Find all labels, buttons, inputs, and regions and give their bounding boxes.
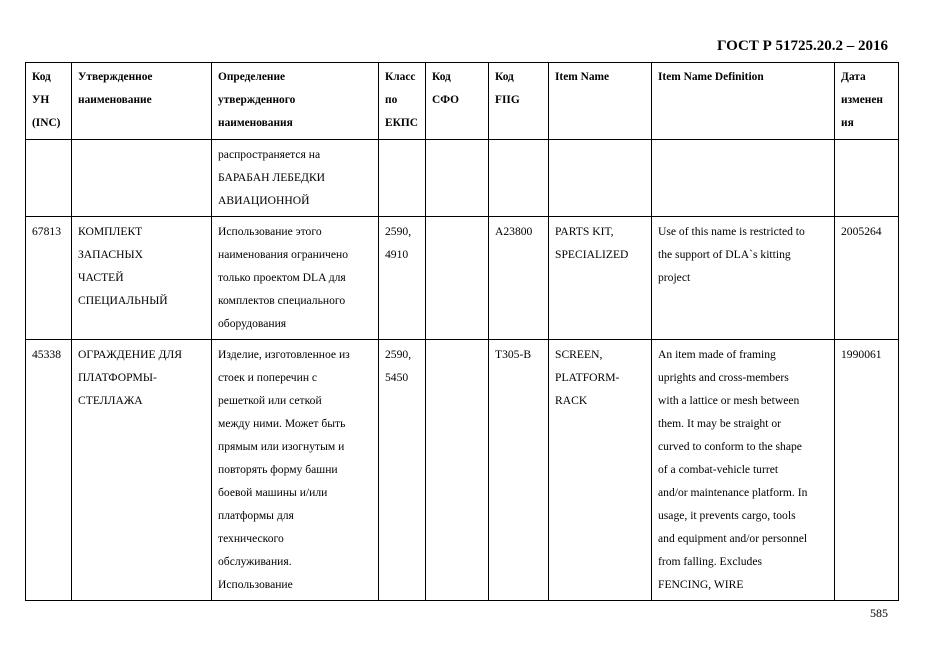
- cell-line: стоек и поперечин с: [218, 371, 318, 384]
- cell-fiig: [489, 140, 549, 217]
- cell-item-definition: [652, 340, 835, 601]
- cell-line: наименование: [78, 94, 152, 106]
- cell-line: Класс: [385, 71, 416, 83]
- cell-line: повторять форму башни: [218, 463, 338, 476]
- cell-item-definition: [652, 217, 835, 340]
- cell-line: 1990061: [841, 348, 882, 361]
- header-item-name: [549, 63, 652, 140]
- nomenclature-table: [25, 62, 899, 601]
- cell-line: SPECIALIZED: [555, 248, 629, 261]
- cell-line: распространяется на: [218, 148, 321, 161]
- cell-inc: [26, 217, 72, 340]
- cell-line: 4910: [385, 248, 409, 261]
- cell-inc: [26, 140, 72, 217]
- page-number: 585: [870, 606, 888, 620]
- cell-sfo: [426, 340, 489, 601]
- header-definition: [212, 63, 379, 140]
- cell-date: [835, 340, 899, 601]
- cell-inc: [26, 340, 72, 601]
- cell-line: and equipment and/or personnel: [658, 532, 808, 545]
- cell-name: [72, 340, 212, 601]
- cell-line: по: [385, 94, 398, 106]
- cell-line: curved to conform to the shape: [658, 440, 802, 453]
- cell-line: УН: [32, 94, 50, 106]
- cell-item-name: [549, 340, 652, 601]
- cell-line: Использование этого: [218, 225, 322, 238]
- cell-line: the support of DLA`s kitting: [658, 248, 791, 261]
- cell-name: [72, 217, 212, 340]
- header-item-name-definition: [652, 63, 835, 140]
- cell-line: Использование: [218, 578, 293, 591]
- cell-line: Изделие, изготовленное из: [218, 348, 350, 361]
- cell-line: of a combat-vehicle turret: [658, 463, 779, 476]
- cell-line: Код: [32, 71, 51, 83]
- cell-line: ПЛАТФОРМЫ-: [78, 371, 157, 384]
- cell-line: ОГРАЖДЕНИЕ ДЛЯ: [78, 348, 183, 361]
- cell-definition: [212, 340, 379, 601]
- cell-line: 2005264: [841, 225, 882, 238]
- cell-line: ЕКПС: [385, 117, 418, 129]
- cell-line: 45338: [32, 348, 61, 361]
- table-row: [26, 340, 899, 601]
- cell-sfo: [426, 140, 489, 217]
- cell-line: 2590,: [385, 225, 412, 238]
- cell-item-name: [549, 140, 652, 217]
- cell-line: RACK: [555, 394, 588, 407]
- cell-line: 67813: [32, 225, 61, 238]
- table-row: [26, 140, 899, 217]
- cell-line: from falling. Excludes: [658, 555, 762, 568]
- cell-definition: [212, 140, 379, 217]
- cell-line: project: [658, 271, 691, 284]
- cell-ekps: [379, 140, 426, 217]
- header-ekps-class: [379, 63, 426, 140]
- cell-line: Item Name Definition: [658, 71, 764, 83]
- document-standard-code: ГОСТ Р 51725.20.2 – 2016: [716, 38, 888, 54]
- cell-line: между ними. Может быть: [218, 417, 346, 430]
- cell-line: АВИАЦИОННОЙ: [218, 194, 310, 207]
- cell-line: and/or maintenance platform. In: [658, 486, 808, 499]
- cell-line: технического: [218, 532, 284, 545]
- cell-line: ия: [841, 117, 854, 129]
- cell-line: usage, it prevents cargo, tools: [658, 509, 796, 522]
- cell-line: комплектов специального: [218, 294, 346, 307]
- cell-line: боевой машины и/или: [218, 486, 328, 499]
- cell-line: (INC): [32, 117, 61, 129]
- cell-ekps: [379, 217, 426, 340]
- cell-line: PLATFORM-: [555, 371, 620, 384]
- cell-line: T305-B: [495, 348, 532, 361]
- cell-line: наименования: [218, 117, 293, 129]
- cell-line: SCREEN,: [555, 348, 603, 361]
- cell-line: 5450: [385, 371, 409, 384]
- cell-line: FENCING, WIRE: [658, 578, 744, 591]
- cell-line: FIIG: [495, 94, 520, 106]
- cell-line: решеткой или сеткой: [218, 394, 322, 407]
- cell-name: [72, 140, 212, 217]
- cell-line: изменен: [841, 94, 883, 106]
- cell-line: Утвержденное: [78, 71, 153, 83]
- cell-line: оборудования: [218, 317, 287, 330]
- cell-line: обслуживания.: [218, 555, 292, 568]
- cell-line: An item made of framing: [658, 348, 776, 361]
- cell-line: ЗАПАСНЫХ: [78, 248, 143, 261]
- cell-line: утвержденного: [218, 94, 296, 106]
- cell-line: только проектом DLA для: [218, 271, 346, 284]
- table-row: [26, 217, 899, 340]
- cell-line: СТЕЛЛАЖА: [78, 394, 143, 407]
- header-fiig-code: [489, 63, 549, 140]
- header-change-date: [835, 63, 899, 140]
- table-header-row: [26, 63, 899, 140]
- cell-line: СПЕЦИАЛЬНЫЙ: [78, 294, 168, 307]
- cell-definition: [212, 217, 379, 340]
- cell-line: платформы для: [218, 509, 294, 522]
- cell-line: БАРАБАН ЛЕБЕДКИ: [218, 171, 326, 184]
- cell-line: наименования ограничено: [218, 248, 349, 261]
- cell-line: КОМПЛЕКТ: [78, 225, 143, 238]
- cell-line: СФО: [432, 94, 460, 106]
- cell-item-name: [549, 217, 652, 340]
- cell-line: прямым или изогнутым и: [218, 440, 345, 453]
- cell-line: PARTS KIT,: [555, 225, 614, 238]
- cell-line: A23800: [495, 225, 533, 238]
- cell-date: [835, 217, 899, 340]
- cell-ekps: [379, 340, 426, 601]
- cell-line: 2590,: [385, 348, 412, 361]
- cell-line: them. It may be straight or: [658, 417, 781, 430]
- cell-line: with a lattice or mesh between: [658, 394, 800, 407]
- cell-sfo: [426, 217, 489, 340]
- cell-line: Код: [495, 71, 514, 83]
- cell-line: Use of this name is restricted to: [658, 225, 805, 238]
- cell-line: ЧАСТЕЙ: [78, 271, 124, 284]
- cell-fiig: [489, 217, 549, 340]
- cell-fiig: [489, 340, 549, 601]
- cell-date: [835, 140, 899, 217]
- header-approved-name: [72, 63, 212, 140]
- cell-item-definition: [652, 140, 835, 217]
- cell-line: Дата: [841, 71, 866, 83]
- header-sfo-code: [426, 63, 489, 140]
- cell-line: uprights and cross-members: [658, 371, 789, 384]
- cell-line: Код: [432, 71, 451, 83]
- cell-line: Определение: [218, 71, 286, 83]
- cell-line: Item Name: [555, 71, 610, 83]
- header-inc: [26, 63, 72, 140]
